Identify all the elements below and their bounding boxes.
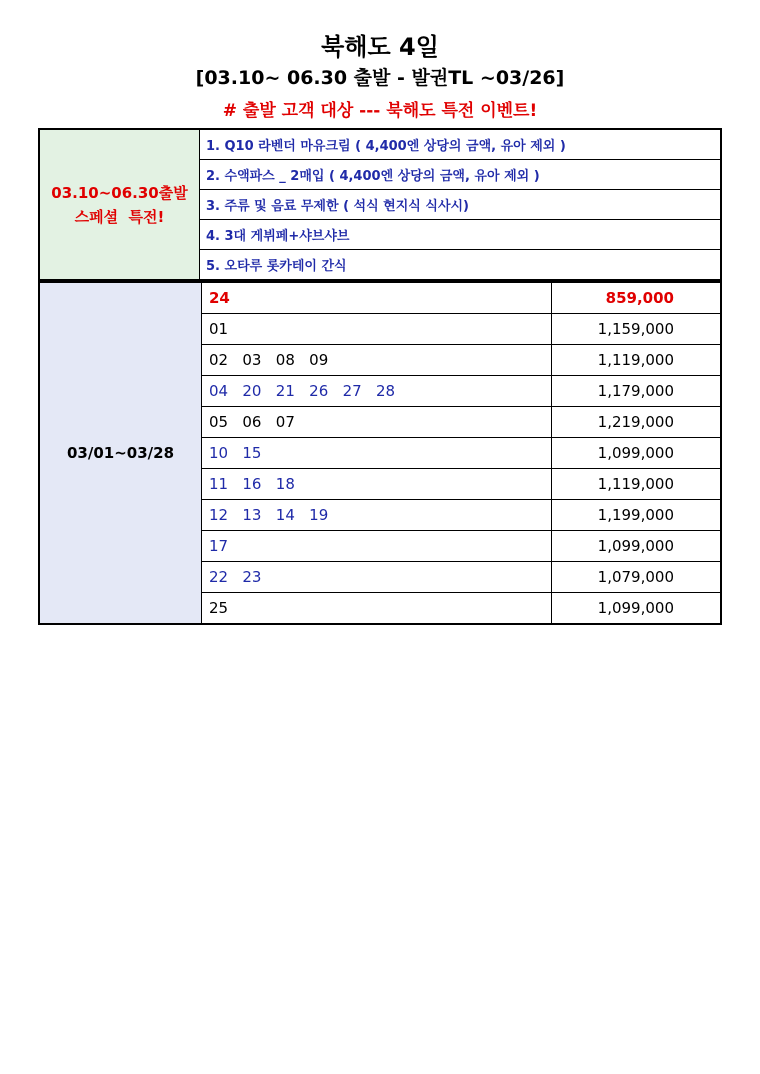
table-row (39, 282, 721, 314)
benefit-item: 1. Q10 라벤더 마유크림 ( 4,400엔 상당의 금액, 유아 제외 ) (200, 129, 722, 160)
departure-dates: 24 (202, 282, 552, 314)
price-value: 1,099,000 (552, 593, 722, 625)
price-value: 1,199,000 (552, 500, 722, 531)
special-label-line2: 스페셜 특전! (74, 207, 165, 226)
benefit-item: 3. 주류 및 음료 무제한 ( 석식 현지식 식사시) (200, 190, 722, 220)
price-value: 1,099,000 (552, 531, 722, 562)
special-label-line1: 03.10~06.30출발 (51, 183, 188, 202)
price-value: 1,099,000 (552, 438, 722, 469)
departure-dates: 02 03 08 09 (202, 345, 552, 376)
special-benefits-label (39, 129, 200, 280)
departure-dates: 04 20 21 26 27 28 (202, 376, 552, 407)
price-value: 1,159,000 (552, 314, 722, 345)
event-notice: # 출발 고객 대상 --- 북해도 특전 이벤트! (222, 101, 538, 121)
price-value: 1,119,000 (552, 345, 722, 376)
departure-dates: 05 06 07 (202, 407, 552, 438)
departure-dates: 10 15 (202, 438, 552, 469)
price-value: 1,119,000 (552, 469, 722, 500)
departure-dates: 17 (202, 531, 552, 562)
benefit-item: 5. 오타루 롯카테이 간식 (200, 250, 722, 281)
departure-period: [03.10~ 06.30 출발 - 발권TL ~03/26] (195, 67, 565, 89)
date-range-label: 03/01~03/28 (39, 282, 202, 624)
departure-dates: 25 (202, 593, 552, 625)
price-value: 1,179,000 (552, 376, 722, 407)
special-benefits-table (38, 128, 722, 281)
price-value: 1,219,000 (552, 407, 722, 438)
departure-dates: 12 13 14 19 (202, 500, 552, 531)
benefit-item: 4. 3대 게뷔페+샤브샤브 (200, 220, 722, 250)
price-value: 1,079,000 (552, 562, 722, 593)
departure-dates: 11 16 18 (202, 469, 552, 500)
page-title: 북해도 4일 (321, 33, 439, 61)
benefit-item: 2. 수액파스 _ 2매입 ( 4,400엔 상당의 금액, 유아 제외 ) (200, 160, 722, 190)
departure-dates: 22 23 (202, 562, 552, 593)
price-table (38, 281, 722, 625)
price-value: 859,000 (552, 282, 722, 314)
departure-dates: 01 (202, 314, 552, 345)
